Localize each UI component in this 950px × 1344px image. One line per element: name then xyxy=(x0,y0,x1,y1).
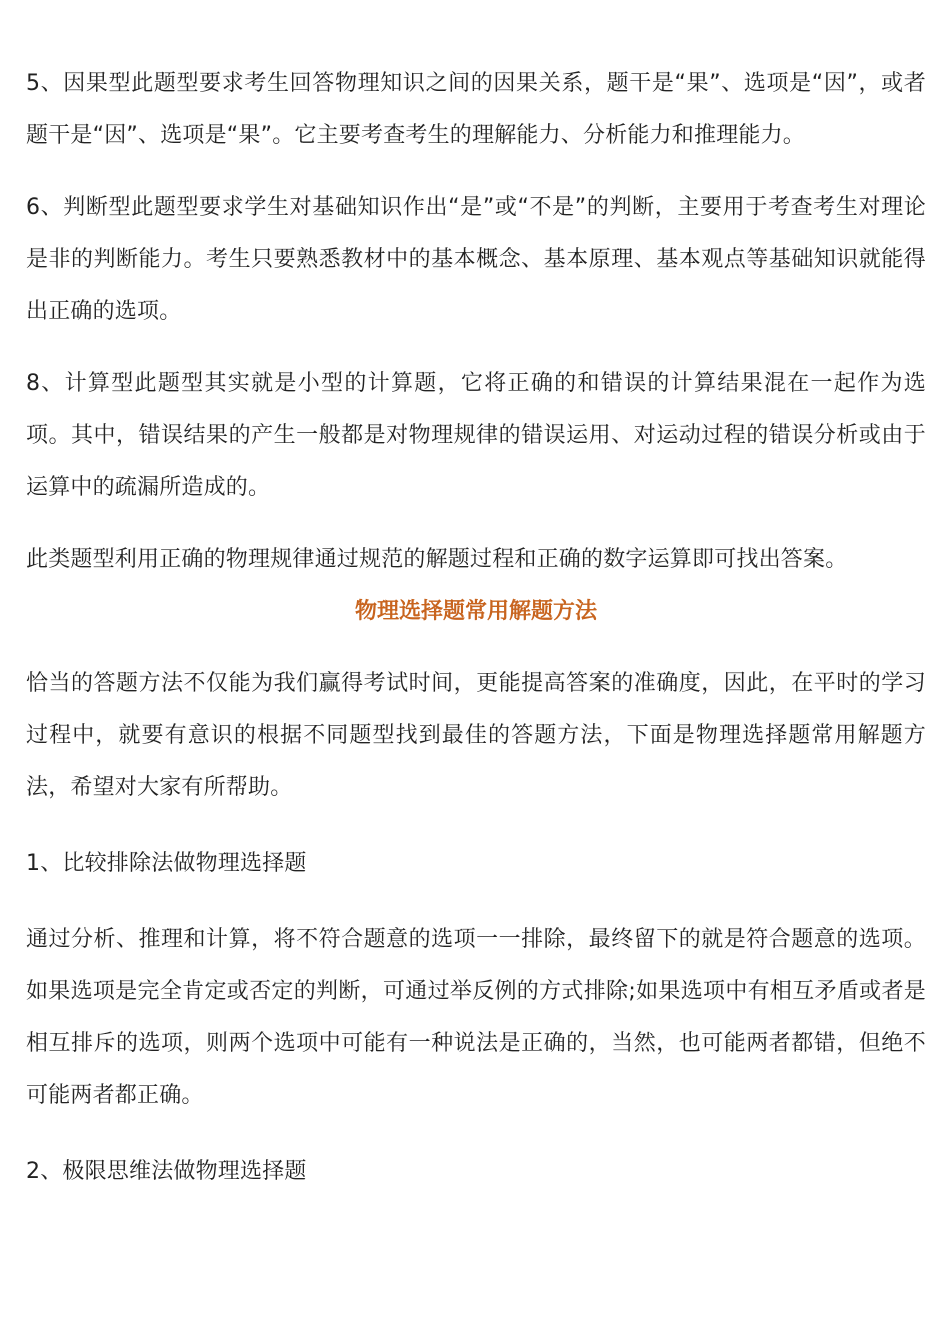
method-1-title: 1、比较排除法做物理选择题 xyxy=(26,851,307,876)
paragraph-calculation-note: 此类题型利用正确的物理规律通过规范的解题过程和正确的数字运算即可找出答案。 xyxy=(26,547,848,572)
section-heading: 物理选择题常用解题方法 xyxy=(354,599,597,624)
method-1-body: 通过分析、推理和计算，将不符合题意的选项一一排除，最终留下的就是符合题意的选项。如果选项是完全肯定或否定的判断，可通过举反例的方式排除;如果选项中有相互矛盾或者是相互排斥的选项，则两个选项中可能有一种说法是正确的，当然，也可能两者都错，但绝不可能两者都正确。 xyxy=(26,927,926,1108)
paragraph-calculation-type: 8、计算型此题型其实就是小型的计算题，它将正确的和错误的计算结果混在一起作为选项。其中，错误结果的产生一般都是对物理规律的错误运用、对运动过程的错误分析或由于运算中的疏漏所造成的。 xyxy=(26,371,926,500)
paragraph-judgment-type: 6、判断型此题型要求学生对基础知识作出“是”或“不是”的判断，主要用于考查考生对理论是非的判断能力。考生只要熟悉教材中的基本概念、基本原理、基本观点等基础知识就能得出正确的选项。 xyxy=(26,195,926,324)
paragraph-causal-type: 5、因果型此题型要求考生回答物理知识之间的因果关系，题干是“果”、选项是“因”，或者题干是“因”、选项是“果”。它主要考查考生的理解能力、分析能力和推理能力。 xyxy=(26,71,926,148)
section-intro: 恰当的答题方法不仅能为我们赢得考试时间，更能提高答案的准确度，因此，在平时的学习过程中，就要有意识的根据不同题型找到最佳的答题方法，下面是物理选择题常用解题方法，希望对大家有所帮助。 xyxy=(26,671,926,800)
method-2-title: 2、极限思维法做物理选择题 xyxy=(26,1159,307,1184)
document-page xyxy=(26,58,926,1198)
